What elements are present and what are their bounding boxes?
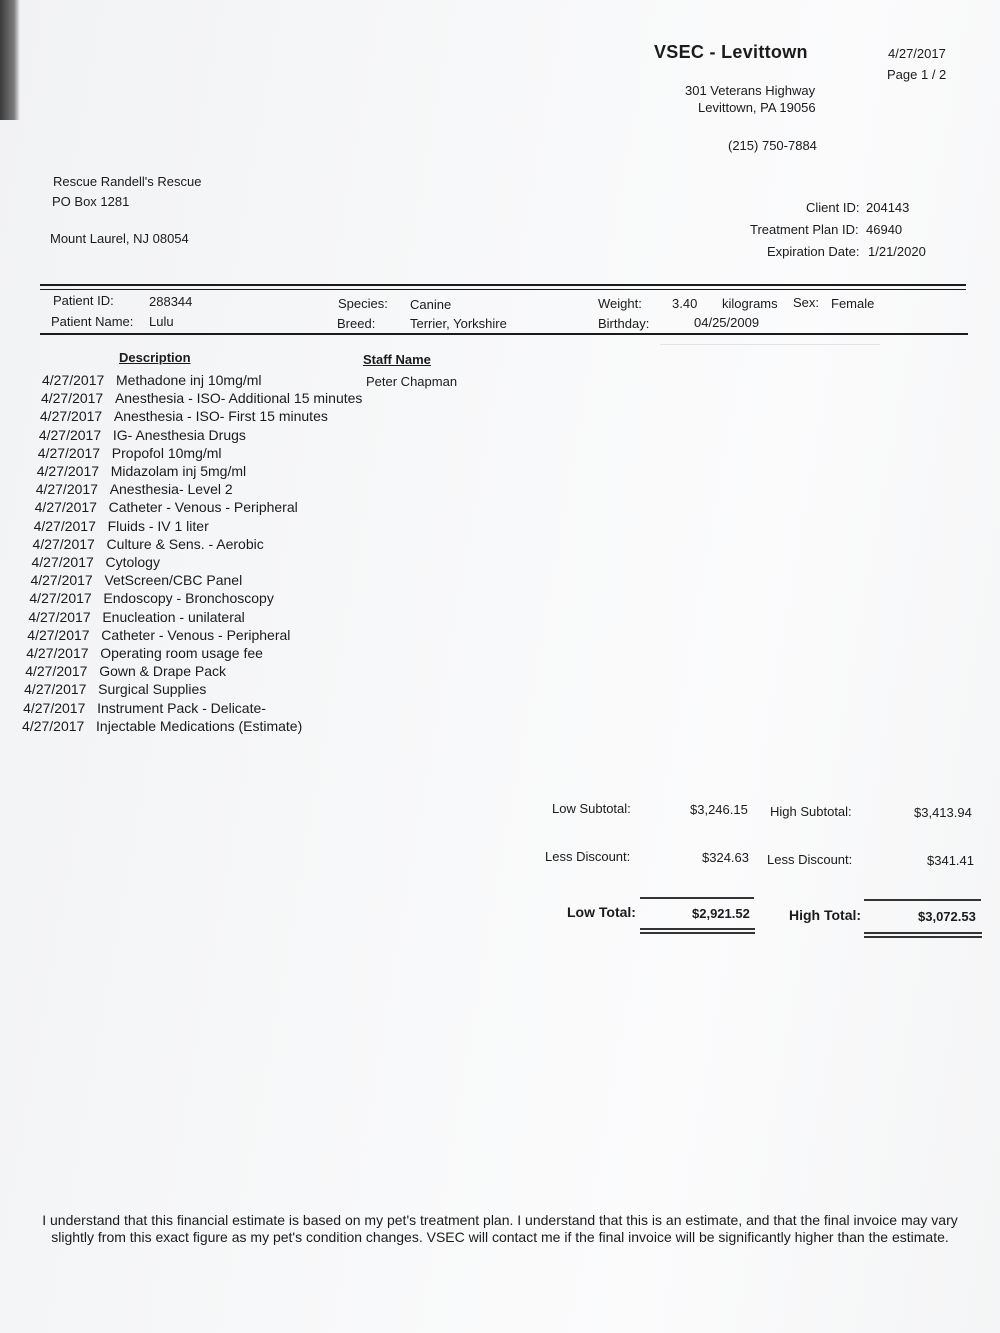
line-item-description: Methadone inj 10mg/ml — [116, 372, 262, 388]
line-item-row — [42, 372, 262, 388]
high-discount-label: Less Discount: — [767, 852, 853, 867]
line-item-date: 4/27/2017 — [31, 554, 94, 570]
clinic-address-line1: 301 Veterans Highway — [685, 83, 816, 98]
line-item-description: Anesthesia- Level 2 — [109, 481, 233, 498]
high-total-label: High Total: — [789, 907, 862, 923]
line-item-row — [23, 700, 266, 716]
line-item-date: 4/27/2017 — [33, 517, 96, 534]
high-total-double-rule-2 — [864, 936, 982, 938]
high-discount-value: $341.41 — [927, 853, 974, 868]
clinic-phone: (215) 750-7884 — [728, 138, 817, 153]
line-item-description: Instrument Pack - Delicate- — [97, 699, 266, 716]
low-total-double-rule-1 — [640, 928, 755, 930]
high-total-top-rule — [864, 899, 981, 901]
patient-id-label: Patient ID: — [53, 293, 114, 308]
line-item-description: IG- Anesthesia Drugs — [112, 426, 246, 443]
high-subtotal-value: $3,413.94 — [914, 805, 972, 820]
line-item-row — [41, 390, 362, 406]
line-item-date: 4/27/2017 — [36, 463, 100, 479]
line-item-description: Anesthesia - ISO- Additional 15 minutes — [114, 390, 363, 407]
line-item-date: 4/27/2017 — [42, 372, 105, 388]
page-number: Page 1 / 2 — [887, 67, 947, 82]
line-item-date: 4/27/2017 — [22, 717, 85, 734]
line-item-row — [40, 408, 328, 424]
patient-id-value: 288344 — [149, 294, 193, 309]
line-item-description: Catheter - Venous - Peripheral — [101, 626, 291, 643]
line-item-description: Operating room usage fee — [100, 645, 263, 661]
treatment-plan-id-value: 46940 — [866, 222, 903, 237]
description-header: Description — [119, 350, 191, 365]
breed-label: Breed: — [337, 316, 376, 331]
line-item-date: 4/27/2017 — [29, 590, 92, 607]
treatment-plan-id-label: Treatment Plan ID: — [750, 222, 859, 237]
line-item-row — [37, 463, 246, 479]
client-name: Rescue Randell's Rescue — [53, 174, 202, 189]
clinic-name: VSEC - Levittown — [654, 42, 808, 62]
estimate-acknowledgement-statement: I understand that this financial estimate is based on my pet's treatment plan. I understand that this is an estimate, and that the final invoice may vary slightly from this exact figure as my pet's condition changes. VSEC will contact me if the final invoice will be significantly higher than the estimate. — [42, 1212, 958, 1245]
patient-name-value: Lulu — [149, 314, 174, 329]
low-total-label: Low Total: — [567, 904, 636, 920]
line-item-date: 4/27/2017 — [38, 426, 102, 443]
line-item-row — [25, 663, 226, 679]
line-item-date: 4/27/2017 — [34, 499, 97, 516]
line-item-date: 4/27/2017 — [25, 663, 88, 680]
low-subtotal-label: Low Subtotal: — [552, 801, 631, 816]
breed-value: Terrier, Yorkshire — [410, 316, 507, 331]
birthday-label: Birthday: — [598, 316, 650, 331]
low-total-top-rule — [640, 897, 754, 899]
line-item-row — [22, 718, 302, 734]
high-subtotal-label: High Subtotal: — [770, 804, 852, 819]
patient-name-label: Patient Name: — [51, 314, 134, 329]
line-item-date: 4/27/2017 — [27, 626, 90, 643]
line-item-description: Catheter - Venous - Peripheral — [108, 499, 298, 516]
line-item-description: Cytology — [105, 554, 160, 570]
low-discount-value: $324.63 — [702, 850, 749, 865]
clinic-address-line2: Levittown, PA 19056 — [698, 100, 816, 115]
sex-label: Sex: — [793, 295, 820, 310]
expiration-date-value: 1/21/2020 — [868, 244, 926, 259]
patient-box-top-rule-inner — [40, 289, 966, 290]
line-item-description: Enucleation - unilateral — [102, 608, 245, 625]
birthday-value: 04/25/2009 — [694, 315, 760, 330]
low-subtotal-value: $3,246.15 — [690, 802, 748, 817]
client-id-label: Client ID: — [806, 200, 860, 215]
high-total-value: $3,072.53 — [918, 909, 976, 924]
patient-box-bottom-rule — [40, 333, 968, 335]
species-label: Species: — [338, 296, 388, 311]
line-item-date: 4/27/2017 — [35, 481, 98, 498]
line-item-row — [24, 681, 206, 697]
line-item-date: 4/27/2017 — [24, 681, 87, 698]
background-edge — [0, 0, 20, 120]
line-item-description: Injectable Medications (Estimate) — [96, 717, 303, 734]
line-item-description: Endoscopy - Bronchoscopy — [103, 590, 274, 607]
line-item-row — [30, 572, 242, 588]
line-item-row — [36, 481, 233, 497]
line-item-description: VetScreen/CBC Panel — [104, 572, 243, 589]
line-item-date: 4/27/2017 — [30, 572, 93, 589]
line-item-description: Gown & Drape Pack — [99, 663, 227, 680]
weight-value: 3.40 — [672, 296, 698, 311]
species-value: Canine — [410, 297, 452, 312]
line-item-row — [33, 536, 264, 552]
line-item-row — [34, 518, 209, 534]
line-item-row — [29, 590, 273, 606]
line-item-date: 4/27/2017 — [32, 535, 95, 552]
low-total-value: $2,921.52 — [692, 906, 750, 921]
line-item-date: 4/27/2017 — [23, 699, 86, 716]
line-item-date: 4/27/2017 — [39, 408, 103, 425]
patient-box-top-rule — [40, 284, 966, 286]
line-item-row — [28, 609, 244, 625]
low-discount-label: Less Discount: — [545, 849, 631, 864]
line-item-row — [27, 627, 290, 643]
client-city: Mount Laurel, NJ 08054 — [50, 231, 189, 246]
client-id-value: 204143 — [866, 200, 910, 215]
line-item-description: Surgical Supplies — [98, 681, 207, 698]
line-item-description: Midazolam inj 5mg/ml — [110, 463, 247, 479]
line-item-description: Fluids - IV 1 liter — [107, 517, 209, 534]
line-item-row — [32, 554, 160, 570]
line-item-row — [39, 427, 246, 443]
high-total-double-rule-1 — [864, 932, 982, 934]
line-item-row — [38, 445, 222, 461]
line-item-date: 4/27/2017 — [40, 390, 104, 407]
staff-name-value: Peter Chapman — [366, 374, 458, 389]
client-address-line1: PO Box 1281 — [52, 194, 130, 209]
line-item-date: 4/27/2017 — [37, 444, 101, 461]
line-item-row — [35, 499, 298, 515]
line-item-description: Propofol 10mg/ml — [111, 444, 222, 461]
low-total-double-rule-2 — [640, 932, 755, 934]
expiration-date-label: Expiration Date: — [767, 244, 860, 259]
sex-value: Female — [831, 296, 875, 311]
line-item-description: Anesthesia - ISO- First 15 minutes — [113, 408, 328, 425]
document-date: 4/27/2017 — [888, 46, 946, 61]
line-item-description: Culture & Sens. - Aerobic — [106, 535, 264, 552]
line-item-row — [26, 645, 263, 661]
line-item-date: 4/27/2017 — [28, 608, 91, 625]
bleed-through-mark — [660, 344, 880, 345]
weight-label: Weight: — [598, 296, 642, 311]
weight-unit: kilograms — [722, 296, 778, 311]
staff-name-header: Staff Name — [363, 352, 431, 367]
line-item-date: 4/27/2017 — [26, 645, 89, 661]
